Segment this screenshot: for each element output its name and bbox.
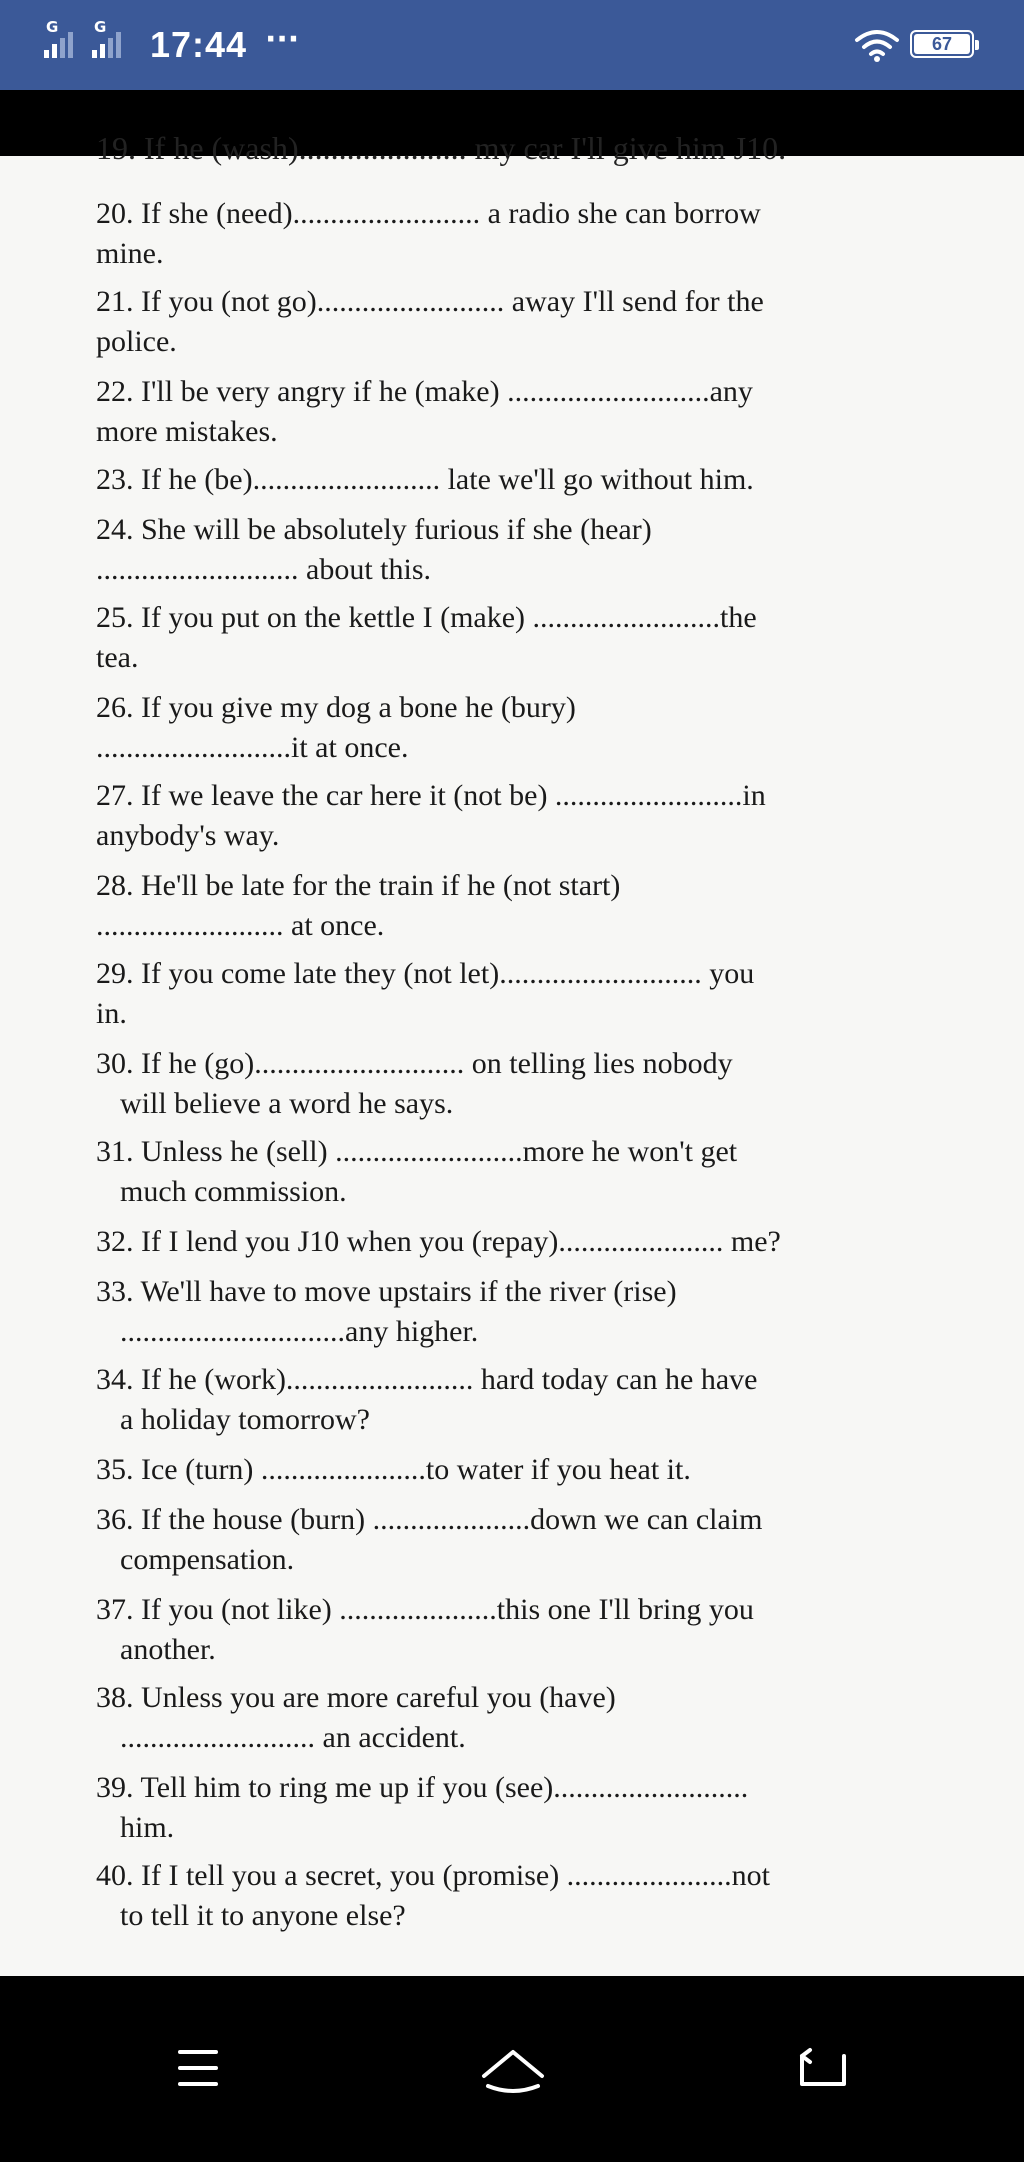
exercise-text: 25. If you put on the kettle I (make) .........................the	[96, 601, 757, 634]
exercise-text: 38. Unless you are more careful you (have)	[96, 1681, 616, 1714]
exercise-item-36	[96, 1500, 956, 1580]
exercise-text: 39. Tell him to ring me up if you (see)..........................	[96, 1771, 749, 1804]
exercise-text-continued: ..........................it at once.	[96, 731, 409, 764]
document-page	[0, 130, 1024, 1976]
cut-off-line: 19. If he (wash)..................... my car I'll give him J10.	[96, 130, 787, 166]
exercise-text: 34. If he (work)......................... hard today can he have	[96, 1363, 758, 1396]
signal-icon-1	[44, 18, 73, 58]
exercise-item-29	[96, 954, 956, 1034]
exercise-item-30	[96, 1044, 956, 1124]
exercise-text-continued: ........................... about this.	[96, 553, 431, 586]
exercise-item-34	[96, 1360, 956, 1440]
exercise-text-continued: anybody's way.	[96, 819, 280, 852]
battery-level: 67	[931, 33, 953, 54]
battery-icon	[910, 30, 974, 58]
signal-icon-2	[92, 18, 121, 58]
exercise-text: 36. If the house (burn) .....................down we can claim	[96, 1503, 763, 1536]
exercise-text: 23. If he (be)......................... late we'll go without him.	[96, 463, 754, 496]
exercise-text: 37. If you (not like) .....................this one I'll bring you	[96, 1593, 754, 1626]
exercise-text: 30. If he (go)............................ on telling lies nobody	[96, 1047, 733, 1080]
navigation-bar	[0, 1976, 1024, 2162]
exercise-text: 31. Unless he (sell) .........................more he won't get	[96, 1135, 738, 1168]
exercise-text: 22. I'll be very angry if he (make) ...........................any	[96, 375, 753, 408]
exercise-text-continued: him.	[120, 1811, 175, 1844]
exercise-item-38	[96, 1678, 956, 1758]
menu-icon[interactable]	[174, 2046, 222, 2090]
exercise-text-continued: ......................... at once.	[96, 909, 385, 942]
exercise-text-continued: in.	[96, 997, 127, 1030]
exercise-text-continued: police.	[96, 325, 177, 358]
exercise-text-continued: .......................... an accident.	[120, 1721, 466, 1754]
status-bar	[0, 0, 1024, 90]
exercise-text: 26. If you give my dog a bone he (bury)	[96, 691, 576, 724]
exercise-item-37	[96, 1590, 956, 1670]
exercise-item-35	[96, 1450, 956, 1490]
exercise-text: 28. He'll be late for the train if he (not start)	[96, 869, 621, 902]
exercise-item-32	[96, 1222, 956, 1262]
exercise-text: 29. If you come late they (not let)........................... you	[96, 957, 755, 990]
exercise-text-continued: much commission.	[120, 1175, 347, 1208]
exercise-item-27	[96, 776, 956, 856]
exercise-item-31	[96, 1132, 956, 1212]
exercise-text-continued: tea.	[96, 641, 139, 674]
exercise-text-continued: mine.	[96, 237, 164, 270]
exercise-text: 32. If I lend you J10 when you (repay)...................... me?	[96, 1225, 781, 1258]
exercise-text: 35. Ice (turn) ......................to water if you heat it.	[96, 1453, 691, 1486]
back-icon[interactable]	[796, 2046, 850, 2090]
signal-network-label: G	[46, 18, 59, 36]
exercise-text: 21. If you (not go)......................... away I'll send for the	[96, 285, 764, 318]
signal-network-label: G	[94, 18, 107, 36]
exercise-item-22	[96, 372, 956, 452]
exercise-item-26	[96, 688, 956, 768]
exercise-item-28	[96, 866, 956, 946]
exercise-text: 27. If we leave the car here it (not be) .........................in	[96, 779, 766, 812]
exercise-item-39	[96, 1768, 956, 1848]
exercise-item-25	[96, 598, 956, 678]
exercise-text-continued: a holiday tomorrow?	[120, 1403, 370, 1436]
exercise-item-21	[96, 282, 956, 362]
exercise-text-continued: another.	[120, 1633, 216, 1666]
more-notifications-icon: ···	[265, 22, 300, 57]
exercise-item-33	[96, 1272, 956, 1352]
exercise-text: 24. She will be absolutely furious if she (hear)	[96, 513, 652, 546]
exercise-item-40	[96, 1856, 956, 1936]
exercise-text-continued: ..............................any higher.	[120, 1315, 479, 1348]
exercise-text-continued: more mistakes.	[96, 415, 278, 448]
exercise-text: 33. We'll have to move upstairs if the river (rise)	[96, 1275, 677, 1308]
exercise-item-23	[96, 460, 956, 500]
exercise-item-24	[96, 510, 956, 590]
exercise-item-20	[96, 194, 956, 274]
exercise-text-continued: compensation.	[120, 1543, 295, 1576]
exercise-text: 20. If she (need)......................... a radio she can borrow	[96, 197, 761, 230]
wifi-icon	[855, 28, 899, 62]
home-icon[interactable]	[478, 2046, 548, 2096]
exercise-text-continued: will believe a word he says.	[120, 1087, 454, 1120]
exercise-text: 40. If I tell you a secret, you (promise) ......................not	[96, 1859, 771, 1892]
exercise-text-continued: to tell it to anyone else?	[120, 1899, 406, 1932]
clock: 17:44	[150, 24, 248, 65]
